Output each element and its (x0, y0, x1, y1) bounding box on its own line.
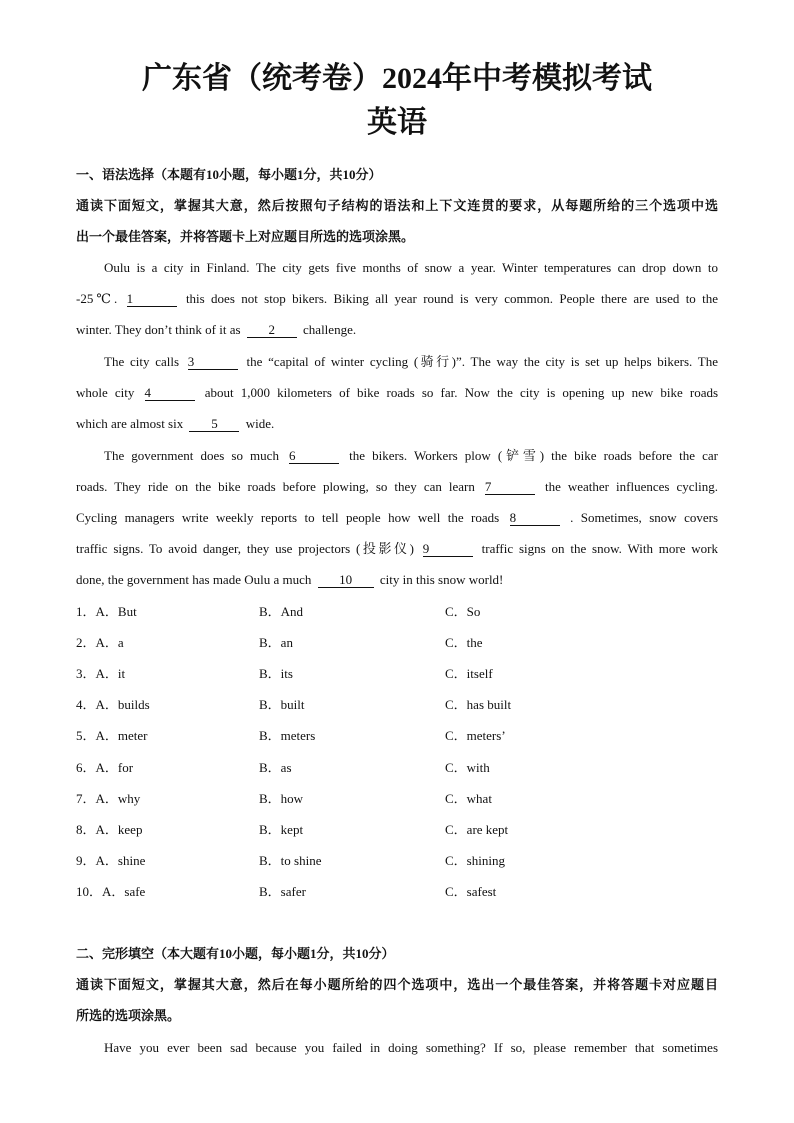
question-10: 10．A．safe (76, 884, 146, 899)
question-7: 7．A．why (76, 791, 141, 806)
blank-8: 8 (510, 510, 560, 526)
blank-6: 6 (289, 448, 339, 464)
blank-5: 5 (189, 416, 239, 432)
instruction-line: 通读下面短文，掌握其大意，然后在每小题所给的四个选项中，选出一个最佳答案，并将答题卡对应题目 (76, 977, 718, 992)
instruction-line: 所选的选项涂黑。 (76, 1008, 181, 1023)
option-c: C．safest (445, 884, 497, 899)
passage-line: Oulu is a city in Finland. The city gets five months of snow a year. Winter temperatures can drop down to (104, 260, 718, 275)
option-c: C．are kept (445, 822, 509, 837)
blank-2: 2 (247, 322, 297, 338)
blank-7: 7 (485, 479, 535, 495)
question-6: 6．A．for (76, 760, 134, 775)
option-c: C．itself (445, 666, 493, 681)
passage-line: whole city 4 about 1,000 kilometers of bike roads so far. Now the city is opening up new bike roads (76, 385, 719, 400)
blank-10: 10 (318, 572, 374, 588)
option-b: B．built (259, 697, 305, 712)
question-5: 5．A．meter (76, 728, 148, 743)
question-9: 9．A．shine (76, 853, 146, 868)
question-3: 3．A．it (76, 666, 126, 681)
instruction-line: 通读下面短文，掌握其大意，然后按照句子结构的语法和上下文连贯的要求，从每题所给的三个选项中选 (76, 198, 718, 213)
passage-line: The city calls 3 the “capital of winter cycling (骑行)”. The way the city is set up helps bikers. The (104, 354, 719, 369)
option-b: B．to shine (259, 853, 322, 868)
option-c: C．meters’ (445, 728, 506, 743)
passage-line: -25℃. 1 this does not stop bikers. Biking all year round is very common. People there are used to the (76, 291, 719, 306)
question-8: 8．A．keep (76, 822, 143, 837)
option-b: B．safer (259, 884, 306, 899)
option-c: C．has built (445, 697, 512, 712)
question-2: 2．A．a (76, 635, 124, 650)
option-b: B．meters (259, 728, 316, 743)
option-b: B．as (259, 760, 292, 775)
option-b: B．its (259, 666, 293, 681)
blank-1: 1 (127, 291, 177, 307)
passage-line: traffic signs. To avoid danger, they use projectors (投影仪) 9 traffic signs on the snow. With more work (76, 541, 719, 556)
exam-title: 广东省（统考卷）2024年中考模拟考试 (142, 62, 652, 95)
subject-title: 英语 (367, 106, 427, 139)
passage-line: Have you ever been sad because you failed in doing something? If so, please remember that sometimes (104, 1040, 718, 1055)
blank-9: 9 (423, 541, 473, 557)
option-c: C．what (445, 791, 492, 806)
passage-line: The government does so much 6 the bikers. Workers plow (铲雪) the bike roads before the car (104, 448, 719, 463)
question-4: 4．A．builds (76, 697, 150, 712)
section-heading: 一、语法选择（本题有10小题，每小题1分，共10分） (76, 167, 382, 182)
passage-line: winter. They don’t think of it as 2 challenge. (76, 322, 357, 337)
option-b: B．kept (259, 822, 304, 837)
option-c: C．the (445, 635, 483, 650)
passage-line: Cycling managers write weekly reports to tell people how well the roads 8 . Sometimes, snow covers (76, 510, 719, 525)
passage-line: roads. They ride on the bike roads before plowing, so they can learn 7 the weather influences cycling. (76, 479, 718, 494)
option-b: B．an (259, 635, 293, 650)
option-b: B．And (259, 604, 304, 619)
blank-4: 4 (145, 385, 195, 401)
option-c: C．So (445, 604, 481, 619)
section-heading: 二、完形填空（本大题有10小题，每小题1分，共10分） (76, 946, 395, 961)
question-1: 1．A．But (76, 604, 137, 619)
option-c: C．with (445, 760, 490, 775)
passage-line: which are almost six 5 wide. (76, 416, 275, 431)
blank-3: 3 (188, 354, 238, 370)
option-b: B．how (259, 791, 304, 806)
passage-line: done, the government has made Oulu a much 10 city in this snow world! (76, 572, 504, 587)
option-c: C．shining (445, 853, 505, 868)
instruction-line: 出一个最佳答案，并将答题卡上对应题目所选的选项涂黑。 (76, 229, 415, 244)
